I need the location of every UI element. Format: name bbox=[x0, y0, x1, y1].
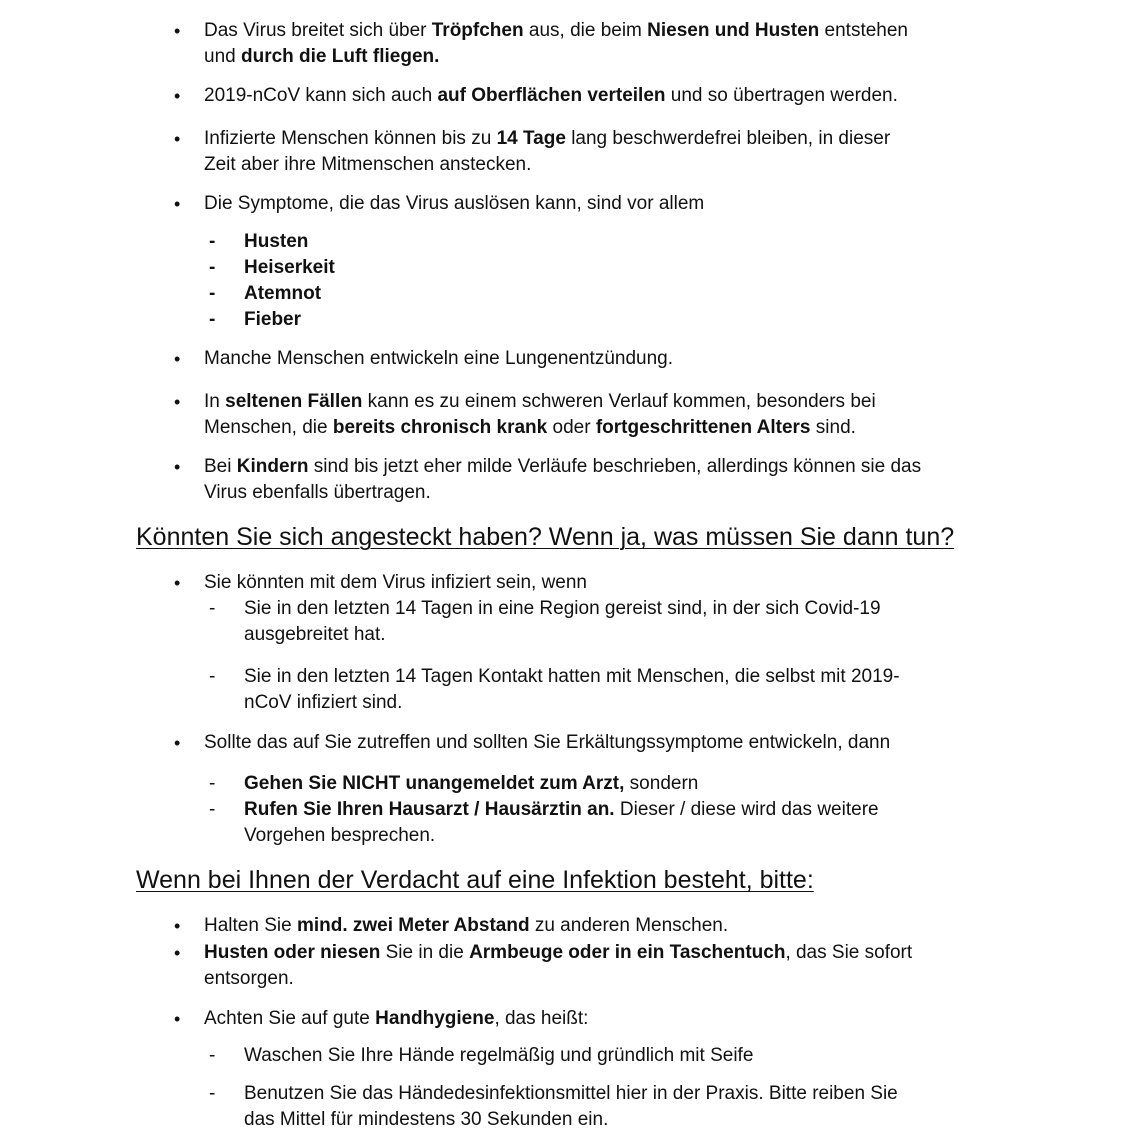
action-item-no-visit: - Gehen Sie NICHT unangemeldet zum Arzt, sondern bbox=[244, 771, 698, 797]
list-item-incubation: • Infizierte Menschen können bis zu 14 Tage lang beschwerdefrei bleiben, in dieser Zeit aber ihre Mitmenschen anstecken. bbox=[204, 126, 890, 178]
symptom-item: - Heiserkeit bbox=[244, 255, 335, 281]
list-item-if-symptoms: • Sollte das auf Sie zutreffen und sollten Sie Erkältungssymptome entwickeln, dann bbox=[204, 730, 890, 756]
condition-item-travel: - Sie in den letzten 14 Tagen in eine Region gereist sind, in der sich Covid-19 ausgebreitet hat. bbox=[244, 596, 881, 648]
list-item-distance: • Halten Sie mind. zwei Meter Abstand zu anderen Menschen. bbox=[204, 913, 728, 939]
symptom-item: - Fieber bbox=[244, 307, 301, 333]
action-item-call-doctor: - Rufen Sie Ihren Hausarzt / Hausärztin an. Dieser / diese wird das weitere Vorgehen besprechen. bbox=[244, 797, 879, 849]
symptom-item: - Atemnot bbox=[244, 281, 321, 307]
list-item-cough-etiquette: • Husten oder niesen Sie in die Armbeuge oder in ein Taschentuch, das Sie sofort entsorgen. bbox=[204, 940, 912, 992]
list-item-children: • Bei Kindern sind bis jetzt eher milde Verläufe beschrieben, allerdings können sie das Virus ebenfalls übertragen. bbox=[204, 454, 921, 506]
list-item-possible-infection: • Sie könnten mit dem Virus infiziert sein, wenn bbox=[204, 570, 587, 596]
hygiene-item-disinfectant: - Benutzen Sie das Händedesinfektionsmittel hier in der Praxis. Bitte reiben Sie das Mittel für mindestens 30 Sekunden ein. bbox=[244, 1081, 898, 1133]
list-item-surfaces: • 2019-nCoV kann sich auch auf Oberflächen verteilen und so übertragen werden. bbox=[204, 83, 898, 109]
list-item-hand-hygiene: • Achten Sie auf gute Handhygiene, das heißt: bbox=[204, 1006, 588, 1032]
list-item-symptoms: • Die Symptome, die das Virus auslösen kann, sind vor allem bbox=[204, 191, 704, 217]
list-item-pneumonia: • Manche Menschen entwickeln eine Lungenentzündung. bbox=[204, 346, 673, 372]
section-heading-infection-check: Könnten Sie sich angesteckt haben? Wenn ja, was müssen Sie dann tun? bbox=[136, 523, 955, 551]
symptom-item: - Husten bbox=[244, 229, 308, 255]
list-item-virus-spread: • Das Virus breitet sich über Tröpfchen aus, die beim Niesen und Husten entstehen und durch die Luft fliegen. bbox=[204, 18, 908, 70]
list-item-severe-cases: • In seltenen Fällen kann es zu einem schweren Verlauf kommen, besonders bei Menschen, die bereits chronisch krank oder fortgeschrittenen Alters sind. bbox=[204, 389, 876, 441]
hygiene-item-wash-hands: - Waschen Sie Ihre Hände regelmäßig und gründlich mit Seife bbox=[244, 1043, 753, 1069]
section-heading-suspicion: Wenn bei Ihnen der Verdacht auf eine Infektion besteht, bitte: bbox=[136, 866, 814, 894]
condition-item-contact: - Sie in den letzten 14 Tagen Kontakt hatten mit Menschen, die selbst mit 2019- nCoV infiziert sind. bbox=[244, 664, 900, 716]
